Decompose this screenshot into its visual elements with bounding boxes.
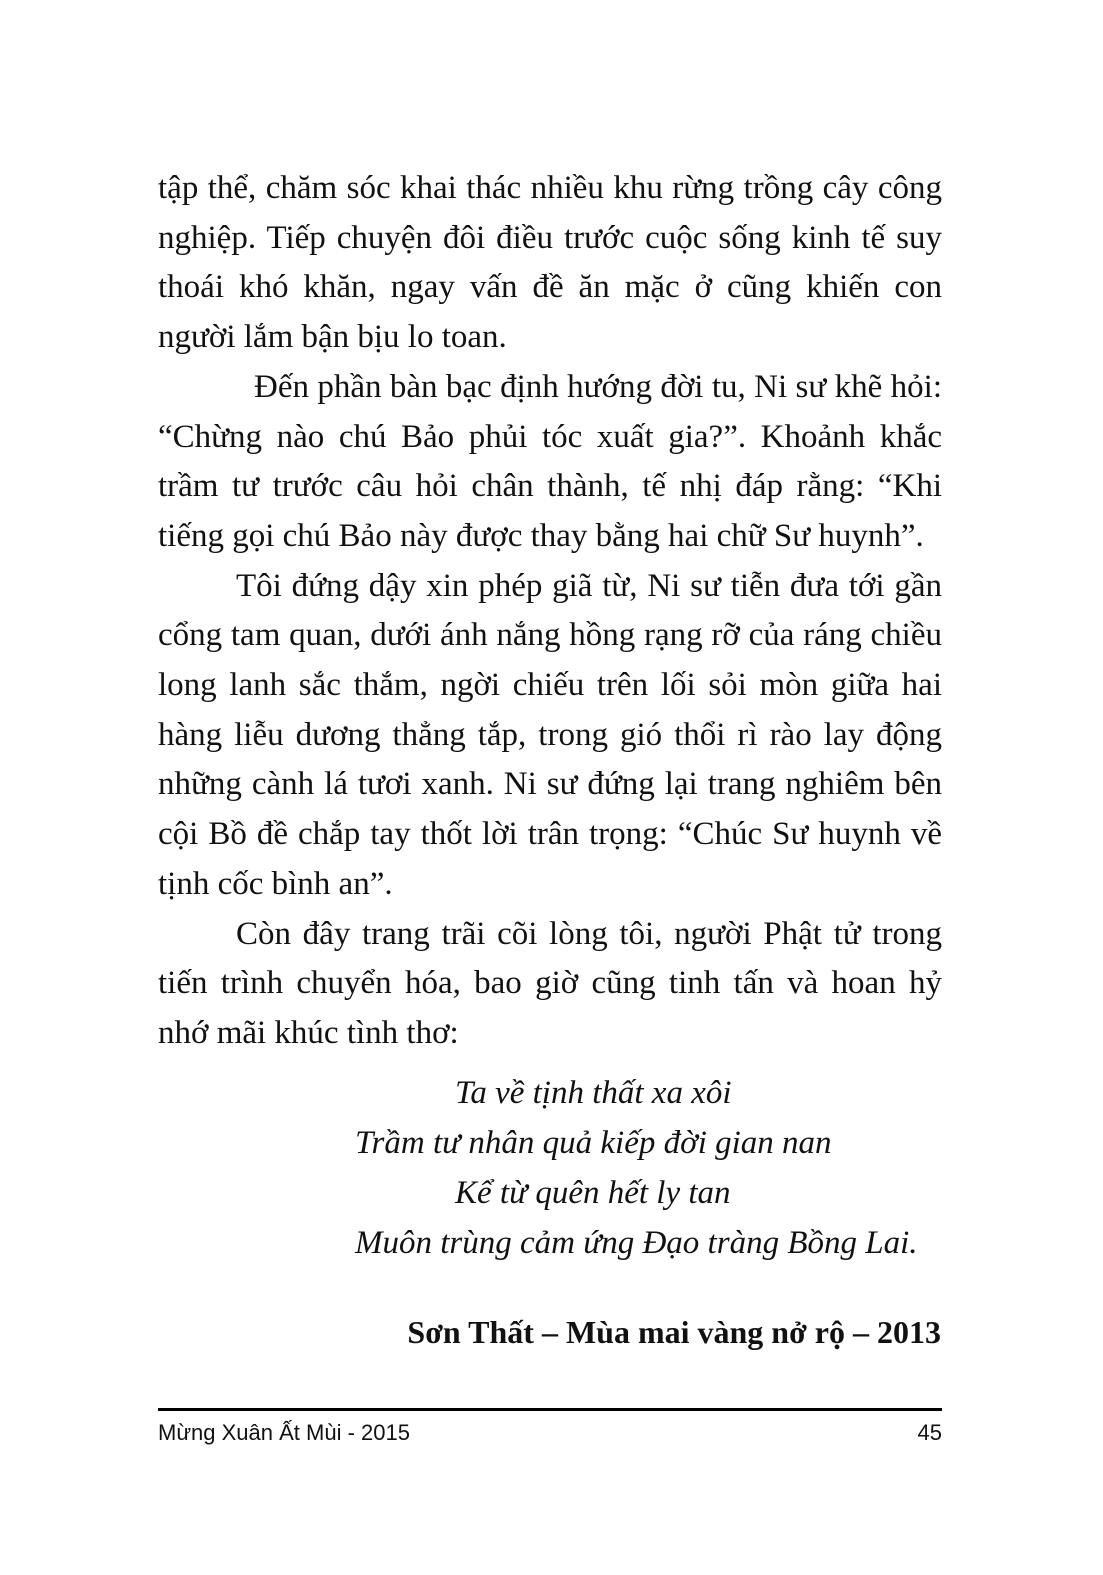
poem-line-2: Trầm tư nhân quả kiếp đời gian nan bbox=[355, 1125, 832, 1161]
poem-line-1: Ta về tịnh thất xa xôi bbox=[455, 1075, 732, 1111]
paragraph-question: Đến phần bàn bạc định hướng đời tu, Ni sư khẽ hỏi: “Chừng nào chú Bảo phủi tóc xuất gia?”. Khoảnh khắc trầm tư trước câu hỏi chân thành, tế nhị đáp rằng: “Khi tiếng gọi chú Bảo này được thay bằng hai chữ Sư huynh”. bbox=[158, 368, 942, 554]
paragraph-farewell: Tôi đứng dậy xin phép giã từ, Ni sư tiễn đưa tới gần cổng tam quan, dưới ánh nắng hồng rạng rỡ của ráng chiều long lanh sắc thắm, ngời chiếu trên lối sỏi mòn giữa hai hàng liễu dương thẳng tắp, trong gió thổi rì rào lay động những cành lá tươi xanh. Ni sư đứng lại trang nghiêm bên cội Bồ đề chắp tay thốt lời trân trọng: “Chúc Sư huynh về tịnh cốc bình an”. bbox=[158, 567, 942, 902]
page-number: 45 bbox=[917, 1420, 942, 1445]
poem-line-4: Muôn trùng cảm ứng Đạo tràng Bồng Lai. bbox=[355, 1225, 918, 1261]
paragraph-continued: tập thể, chăm sóc khai thác nhiều khu rừng trồng cây công nghiệp. Tiếp chuyện đôi điều trước cuộc sống kinh tế suy thoái khó khăn, ngay vấn đề ăn mặc ở cũng khiến con người lắm bận bịu lo toan. bbox=[158, 170, 942, 356]
paragraph-reflection: Còn đây trang trãi cõi lòng tôi, người Phật tử trong tiến trình chuyển hóa, bao giờ cũng tinh tấn và hoan hỷ nhớ mãi khúc tình thơ: bbox=[158, 915, 942, 1051]
author-signature: Sơn Thất – Mùa mai vàng nở rộ – 2013 bbox=[407, 1314, 941, 1350]
poem-line-3: Kể từ quên hết ly tan bbox=[455, 1175, 731, 1211]
body-text bbox=[158, 164, 942, 1059]
footer-divider bbox=[158, 1408, 942, 1411]
footer-title: Mừng Xuân Ất Mùi - 2015 bbox=[158, 1420, 410, 1445]
